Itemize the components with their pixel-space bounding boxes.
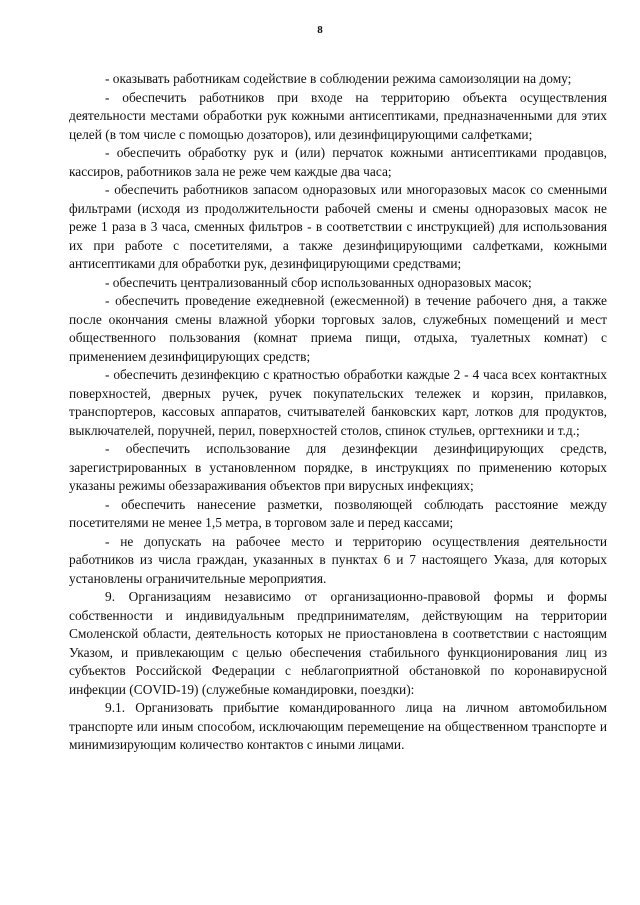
paragraph-surface-disinfection: - обеспечить дезинфекцию с кратностью обработки каждые 2 - 4 часа всех контактных поверхностей, дверных ручек, ручек покупательских тележек и корзин, прилавков, транспортеров, кассовых аппаратов, считывателей банковских карт, лотков для продуктов, выключателей, поручней, перил, поверхностей столов, спинок стульев, оргтехники и т.д.;	[69, 367, 607, 438]
page-number: 8	[317, 24, 323, 36]
paragraph-disinfectants: - обеспечить использование для дезинфекции дезинфицирующих средств, зарегистрированных в установленном порядке, в инструкциях по применению которых указаны режимы обеззараживания объектов при вирусных инфекциях;	[69, 441, 607, 493]
paragraph-self-isolation: - оказывать работникам содействие в соблюдении режима самоизоляции на дому;	[105, 71, 572, 86]
paragraph-section-9-1: 9.1. Организовать прибытие командированного лица на личном автомобильном транспорте или иным способом, исключающим перемещение на общественном транспорте и минимизирующим количество контактов с иными лицами.	[69, 700, 607, 752]
paragraph-masks-supply: - обеспечить работников запасом одноразовых или многоразовых масок со сменными фильтрами (исходя из продолжительности рабочей смены и смены одноразовых масок не реже 1 раза в 3 часа, сменных фильтров - в соответствии с инструкцией) для использования их при работе с посетителями, а также дезинфицирующими салфетками, кожными антисептиками для обработки рук, дезинфицирующими средствами;	[69, 182, 607, 271]
paragraph-section-9: 9. Организациям независимо от организационно-правовой формы и формы собственности и индивидуальным предпринимателям, действующим на территории Смоленской области, деятельность которых не приостановлена в соответствии с настоящим Указом, и привлекающим с целью обеспечения стабильного функционирования лиц из субъектов Российской Федерации с неблагоприятной обстановкой по коронавирусной инфекции (COVID-19) (служебные командировки, поездки):	[69, 589, 607, 697]
paragraph-mask-collection: - обеспечить централизованный сбор использованных одноразовых масок;	[105, 274, 532, 290]
paragraph-hand-antiseptic-entry: - обеспечить работников при входе на территорию объекта осуществления деятельности местами обработки рук кожными антисептиками, предназначенными для этих целей (в том числе с помощью дозаторов), или дезинфицирующими салфетками;	[69, 89, 607, 142]
paragraph-wet-cleaning: - обеспечить проведение ежедневной (ежесменной) в течение рабочего дня, а также после окончания смены влажной уборки торговых залов, служебных помещений и мест общественного пользования (комнат приема пищи, отдыха, туалетных комнат) с применением дезинфицирующих средств;	[69, 293, 607, 364]
document-body	[69, 70, 607, 755]
paragraph-distance-marking: - обеспечить нанесение разметки, позволяющей соблюдать расстояние между посетителями не менее 1,5 метра, в торговом зале и перед кассами;	[69, 496, 607, 530]
paragraph-workplace-restriction: - не допускать на рабочее место и территорию осуществления деятельности работников из числа граждан, указанных в пунктах 6 и 7 настоящего Указа, для которых установлены ограничительные мероприятия.	[69, 533, 607, 586]
paragraph-hand-treatment: - обеспечить обработку рук и (или) перчаток кожными антисептиками продавцов, кассиров, работников зала не реже чем каждые два часа;	[69, 145, 607, 179]
